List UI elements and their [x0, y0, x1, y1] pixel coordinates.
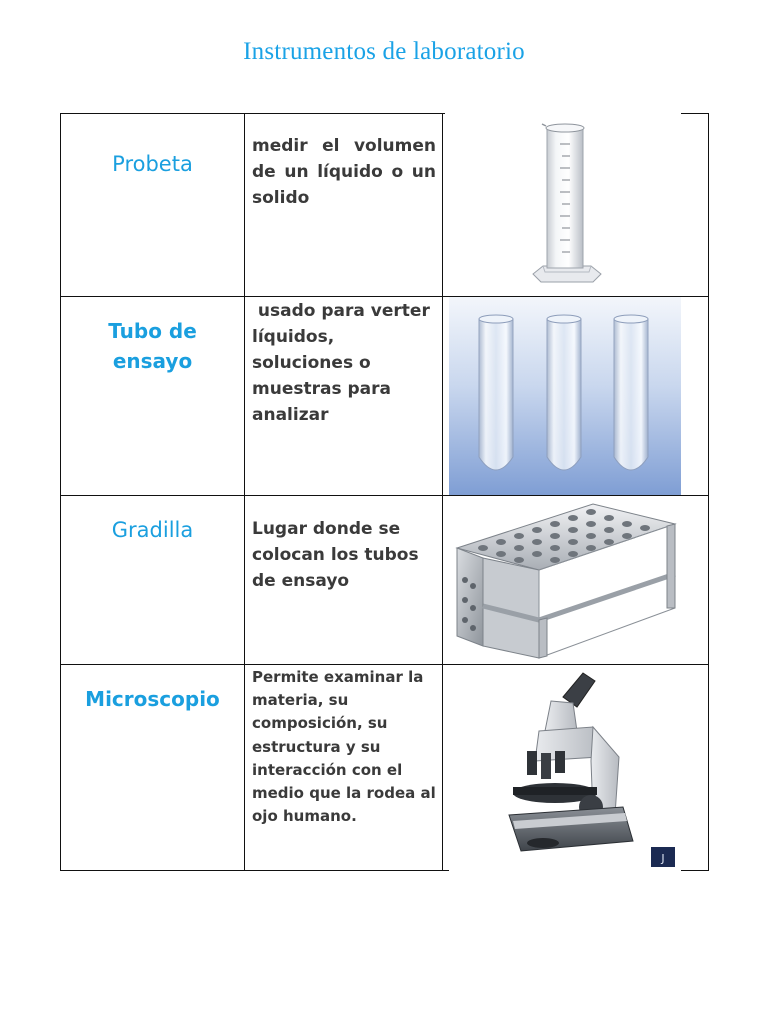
instrument-name: Tubo de ensayo — [108, 319, 197, 373]
table-border-bottom-right — [681, 870, 709, 871]
table-border-top-right — [681, 113, 709, 114]
table-border-top — [60, 113, 445, 114]
test-tube-rack-image — [443, 496, 681, 664]
page-title: Instrumentos de laboratorio — [243, 38, 525, 65]
test-tubes-image — [449, 297, 681, 495]
instrument-name: Probeta — [112, 152, 193, 176]
instrument-description: Permite examinar la materia, su composición, su estructura y su interacción con el medio que la rodea al ojo humano. — [252, 668, 436, 826]
table-border-right — [708, 113, 709, 871]
instrument-description: medir el volumen de un líquido o un solido — [252, 136, 436, 208]
instrument-name: Gradilla — [111, 518, 194, 542]
instrument-name: Microscopio — [85, 687, 220, 711]
microscope-image — [443, 665, 681, 870]
instrument-description: usado para verter líquidos, soluciones o muestras para analizar — [252, 301, 436, 425]
table-border-left — [60, 113, 61, 871]
instrument-description: Lugar donde se colocan los tubos de ensayo — [252, 519, 419, 591]
table-border-bottom — [60, 870, 449, 871]
column-divider — [244, 113, 245, 871]
svg-text:J: J — [661, 852, 665, 865]
graduated-cylinder-image — [443, 114, 681, 296]
